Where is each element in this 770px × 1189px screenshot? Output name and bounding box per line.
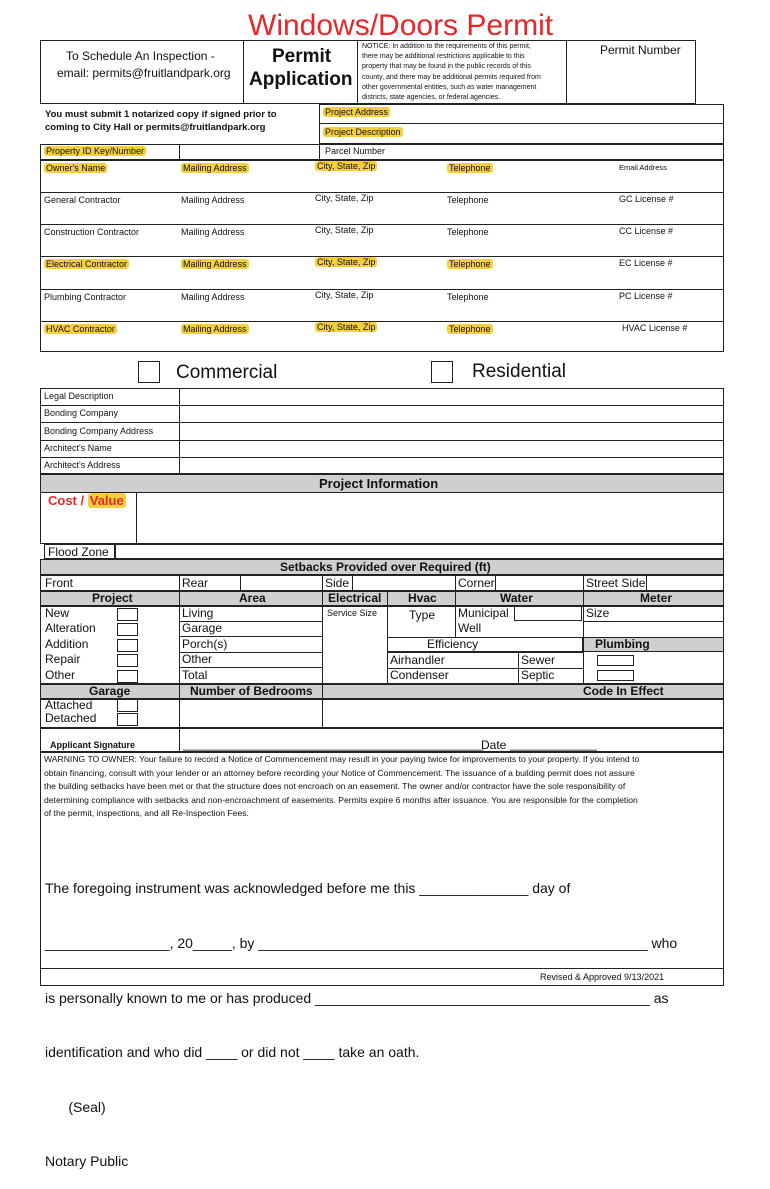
airhandler-label: Airhandler xyxy=(390,653,445,667)
cost-slash: / xyxy=(76,493,88,508)
notice-text xyxy=(362,42,541,103)
area-label: Porch(s) xyxy=(182,637,228,651)
bonding-company-address-input[interactable] xyxy=(181,423,722,439)
project-type-label: Alteration xyxy=(45,621,96,635)
project-description-input[interactable] xyxy=(420,124,720,142)
project-type-label: New xyxy=(45,606,70,620)
size-label: Size xyxy=(586,606,610,620)
permit-number-label: Permit Number xyxy=(600,43,681,57)
schedule-email: email: permits@fruitlandpark.org xyxy=(57,66,231,80)
sewer-checkbox[interactable] xyxy=(597,655,634,666)
project-type-checkbox[interactable] xyxy=(117,670,138,683)
mailing-address-label: Mailing Address xyxy=(183,324,247,334)
electrical-heading: Electrical xyxy=(328,591,382,605)
septic-label: Septic xyxy=(521,668,555,682)
mailing-address-label: Mailing Address xyxy=(181,195,245,205)
contact-extra-label: GC License # xyxy=(619,194,674,204)
sewer-label: Sewer xyxy=(521,653,556,667)
project-type-label: Repair xyxy=(45,652,81,666)
bonding-company-label: Bonding Company xyxy=(44,408,119,418)
residential-label: Residential xyxy=(472,361,566,382)
corner-label: Corner xyxy=(458,576,495,590)
area-label: Other xyxy=(182,652,213,666)
mailing-address-label: Mailing Address xyxy=(181,227,245,237)
area-heading: Area xyxy=(239,591,266,605)
warning-line: the building setbacks have been met or that the structure does not encroach on an easement. The owner and/or contractor have the sole responsibility of xyxy=(44,781,626,791)
mailing-address-label: Mailing Address xyxy=(181,292,245,302)
project-information-heading: Project Information xyxy=(319,476,439,491)
hvac-heading: Hvac xyxy=(408,591,437,605)
value-label: Value xyxy=(89,493,124,508)
notary-line: is personally known to me or has produced ___________________________________________ as xyxy=(45,989,669,1006)
notice-line: property that may be found in the public records of this xyxy=(362,63,531,71)
warning-text xyxy=(44,753,639,821)
project-area-heading-bar xyxy=(40,591,724,606)
project-type-checkbox[interactable] xyxy=(117,654,138,667)
street-side-label: Street Side xyxy=(586,576,646,590)
architect-address-input[interactable] xyxy=(181,458,722,473)
telephone-label: Telephone xyxy=(447,195,489,205)
contact-row-input[interactable] xyxy=(41,303,723,319)
service-size-label: Service Size xyxy=(327,608,378,618)
side-label: Side xyxy=(325,576,350,590)
municipal-checkbox[interactable] xyxy=(514,606,582,621)
area-label: Living xyxy=(182,606,214,620)
front-label: Front xyxy=(45,576,74,590)
telephone-label: Telephone xyxy=(449,259,491,269)
condenser-label: Condenser xyxy=(390,668,449,682)
detached-label: Detached xyxy=(45,711,97,725)
contact-extra-label: CC License # xyxy=(619,226,674,236)
notice-line: other governmental entities, such as water management xyxy=(362,83,537,91)
telephone-label: Telephone xyxy=(449,324,491,334)
warning-line: of the permit, inspections, and all Re-Inspection Fees. xyxy=(44,808,249,818)
contact-row-input[interactable] xyxy=(41,270,723,286)
schedule-line-1: To Schedule An Inspection - xyxy=(66,49,215,63)
setbacks-heading: Setbacks Provided over Required (ft) xyxy=(280,560,491,574)
city-state-zip-label: City, State, Zip xyxy=(317,257,376,267)
notary-line: Notary Public xyxy=(45,1153,129,1170)
city-state-zip-label: City, State, Zip xyxy=(315,193,374,203)
mailing-address-label: Mailing Address xyxy=(183,163,247,173)
notice-line: there may be additional restrictions applicable to this xyxy=(362,53,525,61)
contact-extra-label: EC License # xyxy=(619,258,673,268)
notary-line: (Seal) xyxy=(45,1098,106,1115)
residential-checkbox[interactable] xyxy=(431,361,453,383)
contact-role-label: Construction Contractor xyxy=(44,227,140,237)
submit-notice-line-2: coming to City Hall or permits@fruitlandpark.org xyxy=(45,122,266,133)
mailing-address-label: Mailing Address xyxy=(183,259,247,269)
project-description-label: Project Description xyxy=(325,127,401,137)
application-label: Application xyxy=(249,69,353,90)
contact-row-input[interactable] xyxy=(41,206,723,222)
notary-line: ________________, 20_____, by __________________________________________________ who xyxy=(45,935,678,952)
septic-checkbox[interactable] xyxy=(597,670,634,681)
project-type-checkbox[interactable] xyxy=(117,623,138,636)
efficiency-label: Efficiency xyxy=(427,637,479,651)
contact-extra-label: HVAC License # xyxy=(622,323,688,333)
submit-notice-line-1: You must submit 1 notarized copy if signed prior to xyxy=(45,109,277,120)
project-type-checkbox[interactable] xyxy=(117,608,138,621)
project-address-input[interactable] xyxy=(420,105,720,122)
contact-role-label: Owner's Name xyxy=(46,163,106,173)
garage-heading: Garage xyxy=(89,684,131,698)
attached-checkbox[interactable] xyxy=(117,699,138,712)
revision-footer: Revised & Approved 9/13/2021 xyxy=(540,972,665,982)
code-in-effect-heading: Code In Effect xyxy=(583,684,664,698)
notice-line: NOTICE: In addition to the requirements of this permit, xyxy=(362,43,531,50)
notary-line: identification and who did ____ or did not ____ take an oath. xyxy=(45,1044,420,1061)
area-label: Total xyxy=(182,668,208,682)
efficiency-bar xyxy=(387,637,583,652)
city-state-zip-label: City, State, Zip xyxy=(317,161,376,171)
permit-number-field[interactable] xyxy=(568,58,694,102)
project-type-label: Other xyxy=(45,668,76,682)
project-type-label: Addition xyxy=(45,637,89,651)
bonding-company-address-label: Bonding Company Address xyxy=(44,426,154,436)
architect-address-label: Architect's Address xyxy=(44,460,121,470)
date-label: Date xyxy=(481,738,507,752)
city-state-zip-label: City, State, Zip xyxy=(315,290,374,300)
cost-value-label xyxy=(48,493,126,508)
contact-role-label: HVAC Contractor xyxy=(46,324,115,334)
signature-line[interactable]: _____________________________________________ xyxy=(183,737,484,751)
municipal-label: Municipal xyxy=(458,606,509,620)
property-id-label: Property ID Key/Number xyxy=(46,146,145,156)
bedrooms-heading: Number of Bedrooms xyxy=(190,684,313,698)
well-label: Well xyxy=(458,621,482,635)
contact-role-label: Electrical Contractor xyxy=(46,259,128,269)
contact-row-input[interactable] xyxy=(41,238,723,254)
notary-line: The foregoing instrument was acknowledged before me this ______________ day of xyxy=(45,880,571,897)
applicant-signature-label: Applicant Signature xyxy=(50,740,136,750)
form-title: Windows/Doors Permit xyxy=(248,9,554,42)
telephone-label: Telephone xyxy=(447,227,489,237)
garage-frame xyxy=(40,699,724,728)
plumbing-heading: Plumbing xyxy=(595,637,650,651)
warning-line: determining compliance with setbacks and non-encroachment of easements. Permits expire 6 months after issuance. You are responsible for the completion xyxy=(44,794,638,805)
commercial-label: Commercial xyxy=(176,362,278,383)
contact-row-input[interactable] xyxy=(41,335,723,351)
notice-line: districts, state agencies, or federal agencies. xyxy=(362,94,501,102)
architect-name-input[interactable] xyxy=(181,441,722,456)
notary-text xyxy=(45,843,677,1189)
contact-extra-label: Email Address xyxy=(619,163,667,172)
parcel-number-label: Parcel Number xyxy=(325,146,386,156)
cost-label: Cost xyxy=(48,493,77,508)
project-heading: Project xyxy=(92,591,133,605)
warning-line: WARNING TO OWNER: Your failure to record a Notice of Commencement may result in your paying twice for improvements to your property. If you intend to xyxy=(44,754,640,764)
rear-label: Rear xyxy=(182,576,209,590)
project-type-checkbox[interactable] xyxy=(117,639,138,652)
telephone-label: Telephone xyxy=(447,292,489,302)
contact-extra-label: PC License # xyxy=(619,291,673,301)
project-address-label: Project Address xyxy=(325,107,389,117)
telephone-label: Telephone xyxy=(449,163,491,173)
legal-description-input[interactable] xyxy=(181,389,722,404)
contact-role-label: Plumbing Contractor xyxy=(44,292,127,302)
notice-line: county, and there may be additional permits required from xyxy=(362,73,541,81)
city-state-zip-label: City, State, Zip xyxy=(317,322,376,332)
area-label: Garage xyxy=(182,621,223,635)
detached-checkbox[interactable] xyxy=(117,713,138,726)
meter-heading: Meter xyxy=(640,591,673,605)
commercial-checkbox[interactable] xyxy=(138,361,160,383)
permit-label: Permit xyxy=(272,46,332,67)
hvac-type-label: Type xyxy=(409,608,436,622)
flood-zone-label: Flood Zone xyxy=(48,545,109,559)
attached-label: Attached xyxy=(45,698,93,712)
warning-line: obtain financing, consult with your lender or an attorney before recording your Notice of Commencement. The issuance of a building permit does not assure xyxy=(44,767,635,778)
cost-value-input[interactable] xyxy=(138,494,722,542)
flood-zone-input[interactable] xyxy=(115,544,724,559)
bonding-company-input[interactable] xyxy=(181,406,722,421)
legal-description-label: Legal Description xyxy=(44,391,114,401)
contact-row-input[interactable] xyxy=(41,174,723,190)
contact-role-label: General Contractor xyxy=(44,195,121,205)
water-heading: Water xyxy=(500,591,533,605)
architect-name-label: Architect's Name xyxy=(44,443,112,453)
city-state-zip-label: City, State, Zip xyxy=(315,225,374,235)
date-line[interactable]: _____________ xyxy=(510,737,597,751)
